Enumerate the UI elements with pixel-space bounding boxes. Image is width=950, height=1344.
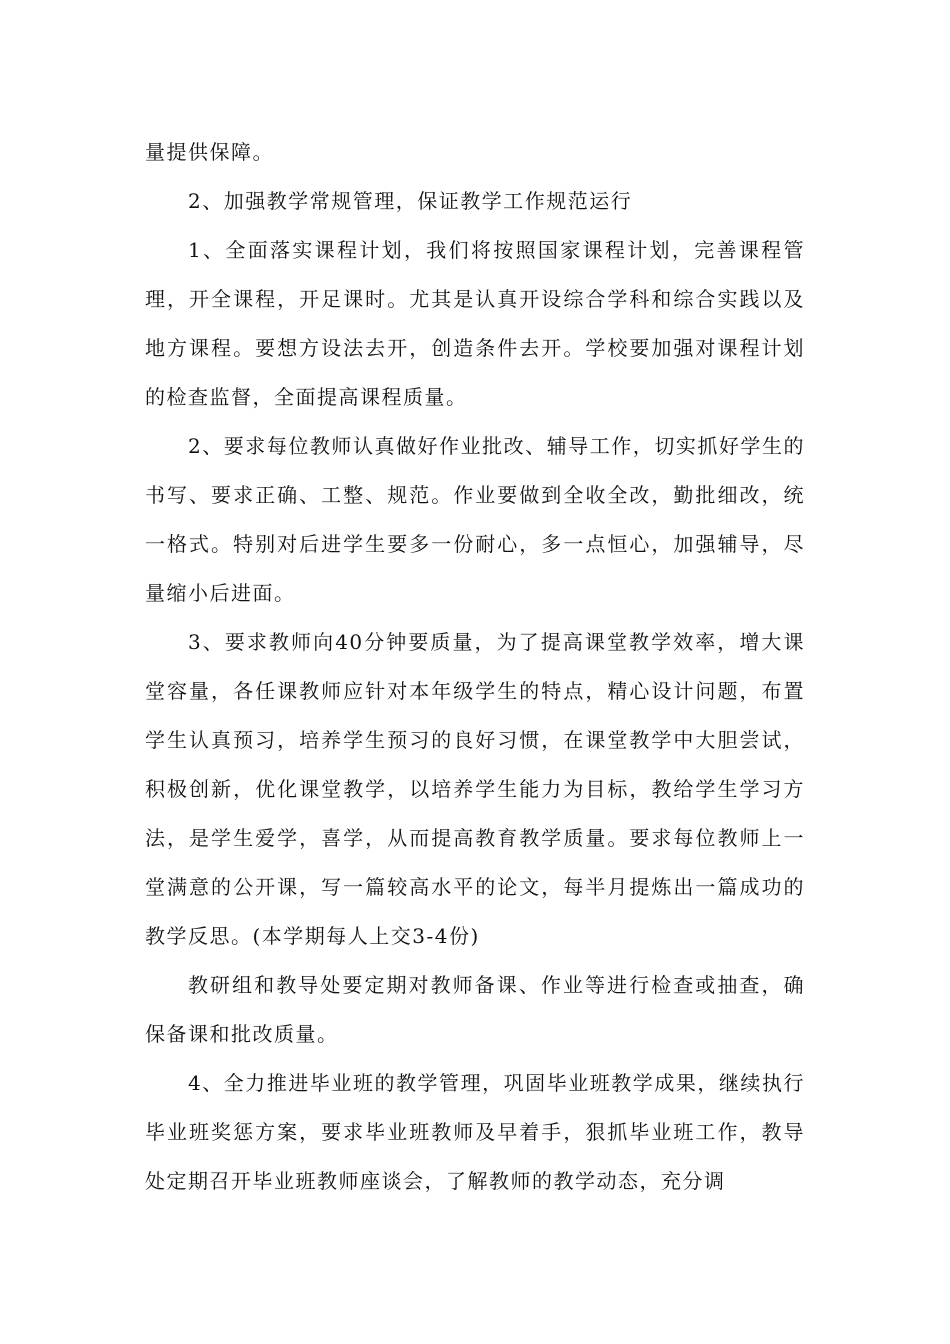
- paragraph-2: 2、加强教学常规管理，保证教学工作规范运行: [188, 189, 633, 213]
- paragraph-4: 2、要求每位教师认真做好作业批改、辅导工作，切实抓好学生的书写、要求正确、工整、规范。作业要做到全收全改，勤批细改，统一格式。特别对后进学生要多一份耐心，多一点恒心，加强辅导，尽量缩小后进面。: [145, 434, 805, 605]
- paragraph-1: 量提供保障。: [145, 140, 274, 164]
- paragraph-3: 1、全面落实课程计划，我们将按照国家课程计划，完善课程管理，开全课程，开足课时。尤其是认真开设综合学科和综合实践以及地方课程。要想方设法去开，创造条件去开。学校要加强对课程计划的检查监督，全面提高课程质量。: [145, 238, 805, 409]
- paragraph-6: 教研组和教导处要定期对教师备课、作业等进行检查或抽查，确保备课和批改质量。: [145, 973, 805, 1046]
- document-page: [145, 128, 805, 1206]
- paragraph-5: 3、要求教师向40分钟要质量，为了提高课堂教学效率，增大课堂容量，各任课教师应针对本年级学生的特点，精心设计问题，布置学生认真预习，培养学生预习的良好习惯，在课堂教学中大胆尝试，积极创新，优化课堂教学，以培养学生能力为目标，教给学生学习方法，是学生爱学，喜学，从而提高教育教学质量。要求每位教师上一堂满意的公开课，写一篇较高水平的论文，每半月提炼出一篇成功的教学反思。(本学期每人上交3-4份): [145, 630, 805, 948]
- paragraph-7: 4、全力推进毕业班的教学管理，巩固毕业班教学成果，继续执行毕业班奖惩方案，要求毕业班教师及早着手，狠抓毕业班工作，教导处定期召开毕业班教师座谈会，了解教师的教学动态，充分调: [145, 1071, 805, 1193]
